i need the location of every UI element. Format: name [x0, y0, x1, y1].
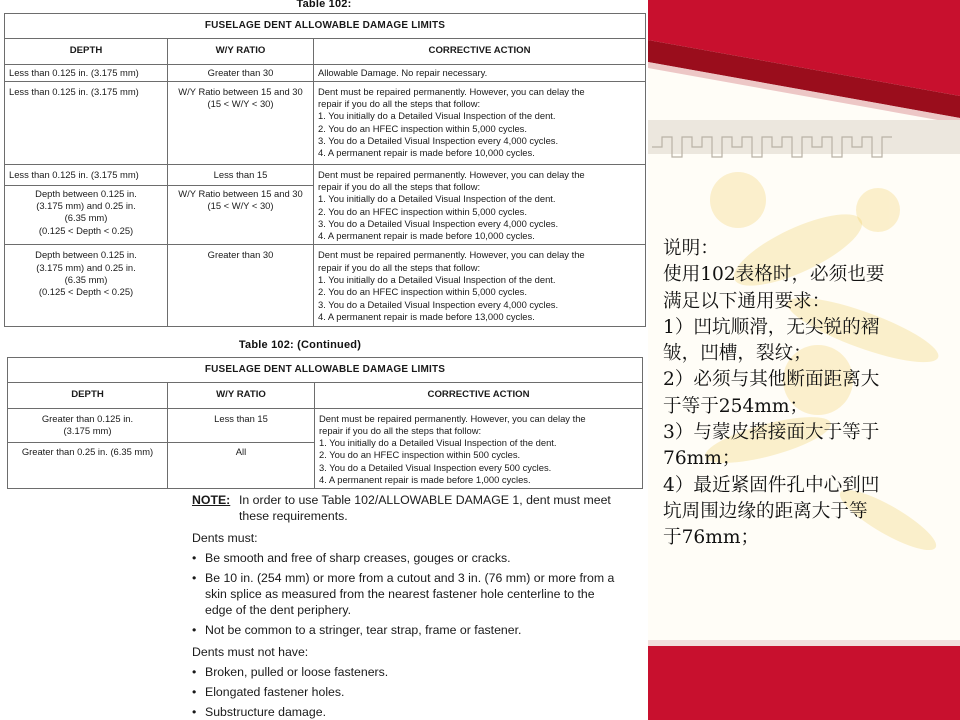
list-item-text: Elongated fastener holes. — [205, 685, 345, 699]
depth-text: (6.35 mm) — [64, 274, 108, 286]
depth-text: Greater than 0.125 in. — [41, 412, 134, 424]
action-text: repair if you do all the steps that follow: — [319, 424, 482, 436]
ratio-text: W/Y Ratio between 15 and 30 — [178, 85, 303, 97]
dents-must-heading: Dents must: — [192, 531, 258, 545]
column-header-action: CORRECTIVE ACTION — [314, 39, 646, 64]
column-header-depth: DEPTH — [8, 383, 168, 408]
action-text: 3. You do a Detailed Visual Inspection every 500 cycles. — [319, 461, 552, 473]
explanation-line: 4）最近紧固件孔中心到凹 — [663, 474, 880, 496]
list-item — [192, 684, 642, 700]
action-text: repair if you do all the steps that follow: — [318, 98, 481, 110]
depth-text: Less than 0.125 in. (3.175 mm) — [9, 66, 139, 78]
action-text: repair if you do all the steps that follow: — [318, 180, 481, 192]
ratio-text: Less than 15 — [214, 412, 268, 424]
depth-text: Greater than 0.25 in. (6.35 mm) — [21, 446, 154, 458]
explanation-line: 皱，凹槽，裂纹； — [663, 343, 812, 365]
action-text: 4. A permanent repair is made before 10,000 cycles. — [318, 147, 535, 159]
action-text: 1. You initially do a Detailed Visual Inspection of the dent. — [318, 193, 556, 205]
action-text: 2. You do an HFEC inspection within 5,000 cycles. — [318, 122, 527, 134]
action-text: Dent must be repaired permanently. However, you can delay the — [319, 412, 586, 424]
note-text: these requirements. — [239, 509, 348, 523]
depth-text: (0.125 < Depth < 0.25) — [38, 286, 134, 298]
list-item-text: Substructure damage. — [205, 705, 326, 719]
explanation-line: 于76mm； — [663, 527, 760, 549]
depth-text: (3.175 mm) and 0.25 in. — [36, 261, 136, 273]
action-text: 3. You do a Detailed Visual Inspection every 4,000 cycles. — [318, 298, 559, 310]
bullet: • — [192, 623, 197, 637]
ratio-text: (15 < W/Y < 30) — [207, 98, 274, 110]
note-label: NOTE: — [192, 493, 231, 507]
bullet: • — [192, 705, 197, 719]
column-header-depth: DEPTH — [5, 39, 168, 64]
explanation-line: 1）凹坑顺滑，无尖锐的褶 — [663, 316, 880, 338]
explanation-line: 76mm； — [663, 448, 741, 470]
explanation-line: 说明： — [663, 238, 719, 259]
explanation-line: 满足以下通用要求： — [663, 290, 831, 312]
action-text: 1. You initially do a Detailed Visual Inspection of the dent. — [319, 437, 557, 449]
depth-text: (3.175 mm) and 0.25 in. — [36, 200, 136, 212]
note-text: In order to use Table 102/ALLOWABLE DAMAGE 1, dent must meet — [239, 493, 611, 507]
table-row — [5, 64, 646, 81]
bullet: • — [192, 685, 197, 699]
list-item — [192, 704, 642, 720]
action-text: 2. You do an HFEC inspection within 5,000 cycles. — [318, 205, 527, 217]
table-row — [5, 81, 646, 164]
list-item-text: Broken, pulled or loose fasteners. — [205, 665, 389, 679]
list-item-text: Be 10 in. (254 mm) or more from a cutout and 3 in. (76 mm) or more from a — [205, 571, 615, 585]
column-header-action: CORRECTIVE ACTION — [315, 383, 643, 408]
depth-text: Depth between 0.125 in. — [35, 187, 137, 199]
table-caption: FUSELAGE DENT ALLOWABLE DAMAGE LIMITS — [8, 358, 643, 383]
table-row — [5, 245, 646, 327]
explanation-line: 2）必须与其他断面距离大 — [663, 369, 880, 391]
table-title: Table 102: — [296, 0, 352, 10]
ratio-text: Greater than 30 — [207, 66, 274, 78]
ratio-text: Greater than 30 — [207, 249, 274, 261]
column-header-ratio: W/Y RATIO — [168, 39, 314, 64]
action-text: 1. You initially do a Detailed Visual Inspection of the dent. — [318, 274, 556, 286]
action-text: Allowable Damage. No repair necessary. — [318, 66, 488, 78]
action-text: Dent must be repaired permanently. However, you can delay the — [318, 168, 585, 180]
action-text: 4. A permanent repair is made before 13,000 cycles. — [318, 310, 535, 322]
ratio-text: All — [235, 446, 247, 458]
bottom-red-block — [648, 646, 960, 720]
list-item-text: Be smooth and free of sharp creases, gouges or cracks. — [205, 551, 511, 565]
list-item — [192, 550, 642, 566]
action-text: 2. You do an HFEC inspection within 5,000 cycles. — [318, 286, 527, 298]
list-item-text: edge of the dent periphery. — [205, 603, 352, 617]
column-header-ratio: W/Y RATIO — [168, 383, 315, 408]
dents-must-not-heading: Dents must not have: — [192, 645, 309, 659]
list-item — [192, 570, 642, 618]
ratio-text: Less than 15 — [213, 168, 268, 180]
table-row — [5, 164, 646, 185]
list-item-text: Not be common to a stringer, tear strap, frame or fastener. — [205, 623, 522, 637]
action-text: repair if you do all the steps that follow: — [318, 261, 481, 273]
depth-text: (3.175 mm) — [63, 424, 112, 436]
ratio-text: W/Y Ratio between 15 and 30 — [178, 187, 303, 199]
depth-text: Less than 0.125 in. (3.175 mm) — [9, 85, 139, 97]
explanation-line: 使用102表格时，必须也要 — [663, 264, 885, 286]
depth-text: (0.125 < Depth < 0.25) — [38, 224, 134, 236]
note-section — [192, 492, 642, 720]
list-item — [192, 622, 642, 638]
damage-limits-table — [4, 13, 646, 327]
action-text: 3. You do a Detailed Visual Inspection every 4,000 cycles. — [318, 217, 559, 229]
ratio-text: (15 < W/Y < 30) — [207, 200, 274, 212]
action-text: 1. You initially do a Detailed Visual Inspection of the dent. — [318, 110, 556, 122]
bullet: • — [192, 665, 197, 679]
action-text: 4. A permanent repair is made before 10,000 cycles. — [318, 230, 535, 242]
action-text: 4. A permanent repair is made before 1,000 cycles. — [319, 474, 531, 486]
depth-text: Less than 0.125 in. (3.175 mm) — [9, 168, 139, 180]
list-item-text: skin splice as measured from the nearest fastener hole centerline to the — [205, 587, 595, 601]
explanation-line: 坑周围边缘的距离大于等 — [663, 500, 868, 522]
explanation-line: 于等于254mm； — [663, 395, 809, 417]
table-row — [8, 408, 643, 443]
action-text: 2. You do an HFEC inspection within 500 cycles. — [319, 449, 521, 461]
explanation-text — [663, 236, 953, 552]
damage-limits-table-continued — [7, 357, 643, 489]
explanation-line: 3）与蒙皮搭接面大于等于 — [663, 422, 880, 444]
bullet: • — [192, 571, 197, 585]
action-text: Dent must be repaired permanently. However, you can delay the — [318, 249, 585, 261]
action-text: 3. You do a Detailed Visual Inspection every 4,000 cycles. — [318, 135, 559, 147]
depth-text: (6.35 mm) — [64, 212, 108, 224]
list-item — [192, 664, 642, 680]
table-caption: FUSELAGE DENT ALLOWABLE DAMAGE LIMITS — [5, 14, 646, 39]
bullet: • — [192, 551, 197, 565]
action-text: Dent must be repaired permanently. However, you can delay the — [318, 85, 585, 97]
table-continued-title: Table 102: (Continued) — [238, 339, 362, 351]
depth-text: Depth between 0.125 in. — [35, 249, 137, 261]
